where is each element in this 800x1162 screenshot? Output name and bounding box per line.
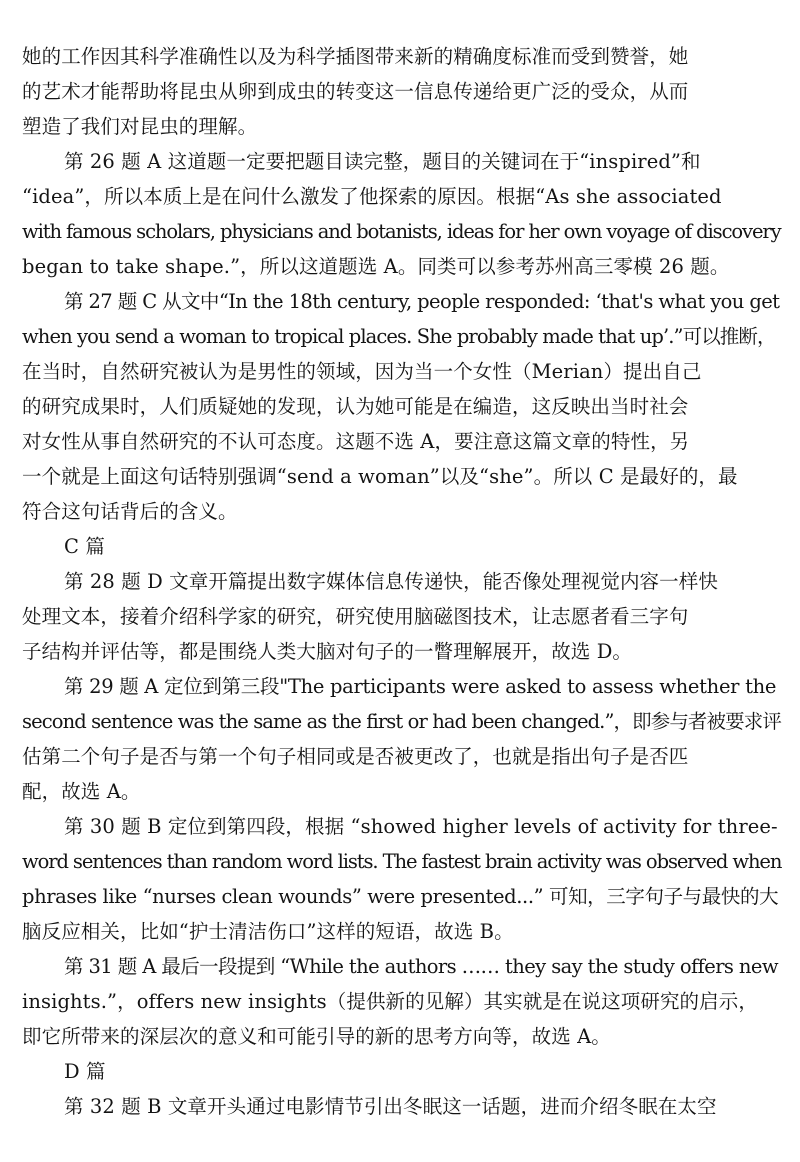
text-line: 的艺术才能帮助将昆虫从卵到成虫的转变这一信息传递给更广泛的受众，从而 [22, 80, 689, 103]
question-28-paragraph: 第 28 题 D 文章开篇提出数字媒体信息传递快，能否像处理视觉内容一样快 [64, 570, 718, 593]
text-line: 脑反应相关，比如“护士清洁伤口”这样的短语，故选 B。 [22, 920, 514, 943]
question-29-paragraph: 第 29 题 A 定位到第三段"The participants were asked to assess whether the [64, 675, 777, 698]
text-line: 符合这句话背后的含义。 [22, 500, 238, 523]
text-line: 在当时，自然研究被认为是男性的领域，因为当一个女性（Merian）提出自己 [22, 360, 702, 383]
text-line: 估第二个句子是否与第一个句子相同或是否被更改了，也就是指出句子是否匹 [22, 745, 689, 768]
text-line: with famous scholars, physicians and botanists, ideas for her own voyage of discovery [22, 220, 781, 243]
question-31-paragraph: 第 31 题 A 最后一段提到 “While the authors …… they say the study offers new [64, 955, 778, 978]
text-line: 她的工作因其科学准确性以及为科学插图带来新的精确度标准而受到赞誉，她 [22, 45, 689, 68]
text-line: word sentences than random word lists. The fastest brain activity was observed when [22, 850, 782, 873]
question-26-paragraph: 第 26 题 A 这道题一定要把题目读完整，题目的关键词在于“inspired”和 [64, 150, 701, 173]
text-line: phrases like “nurses clean wounds” were presented...” 可知，三字句子与最快的大 [22, 885, 779, 908]
section-heading-c: C 篇 [64, 535, 105, 558]
text-line: 塑造了我们对昆虫的理解。 [22, 115, 258, 138]
question-27-paragraph: 第 27 题 C 从文中“In the 18th century, people responded: ‘that's what you get [64, 290, 780, 313]
text-line: 的研究成果时，人们质疑她的发现，认为她可能是在编造，这反映出当时社会 [22, 395, 689, 418]
text-line: second sentence was the same as the first or had been changed.”，即参与者被要求评 [22, 710, 781, 733]
text-line: insights.”，offers new insights（提供新的见解）其实就是在说这项研究的启示， [22, 990, 758, 1013]
text-line: 处理文本，接着介绍科学家的研究，研究使用脑磁图技术，让志愿者看三字句 [22, 605, 689, 628]
question-30-paragraph: 第 30 题 B 定位到第四段，根据 “showed higher levels of activity for three- [64, 815, 778, 838]
text-line: 一个就是上面这句话特别强调“send a woman”以及“she”。所以 C 是最好的，最 [22, 465, 738, 488]
text-line: 配，故选 A。 [22, 780, 141, 803]
text-line: 对女性从事自然研究的不认可态度。这题不选 A，要注意这篇文章的特性，另 [22, 430, 690, 453]
text-line: 子结构并评估等，都是围绕人类大脑对句子的一瞥理解展开，故选 D。 [22, 640, 633, 663]
text-line: “idea”，所以本质上是在问什么激发了他探索的原因。根据“As she associated [22, 185, 722, 208]
text-line: when you send a woman to tropical places. She probably made that up’.”可以推断， [22, 325, 776, 348]
text-line: 即它所带来的深层次的意义和可能引导的新的思考方向等，故选 A。 [22, 1025, 611, 1048]
text-line: began to take shape.”，所以这道题选 A。同类可以参考苏州高三零模 26 题。 [22, 255, 730, 278]
section-heading-d: D 篇 [64, 1060, 106, 1083]
question-32-paragraph: 第 32 题 B 文章开头通过电影情节引出冬眠这一话题，进而介绍冬眠在太空 [64, 1095, 717, 1118]
